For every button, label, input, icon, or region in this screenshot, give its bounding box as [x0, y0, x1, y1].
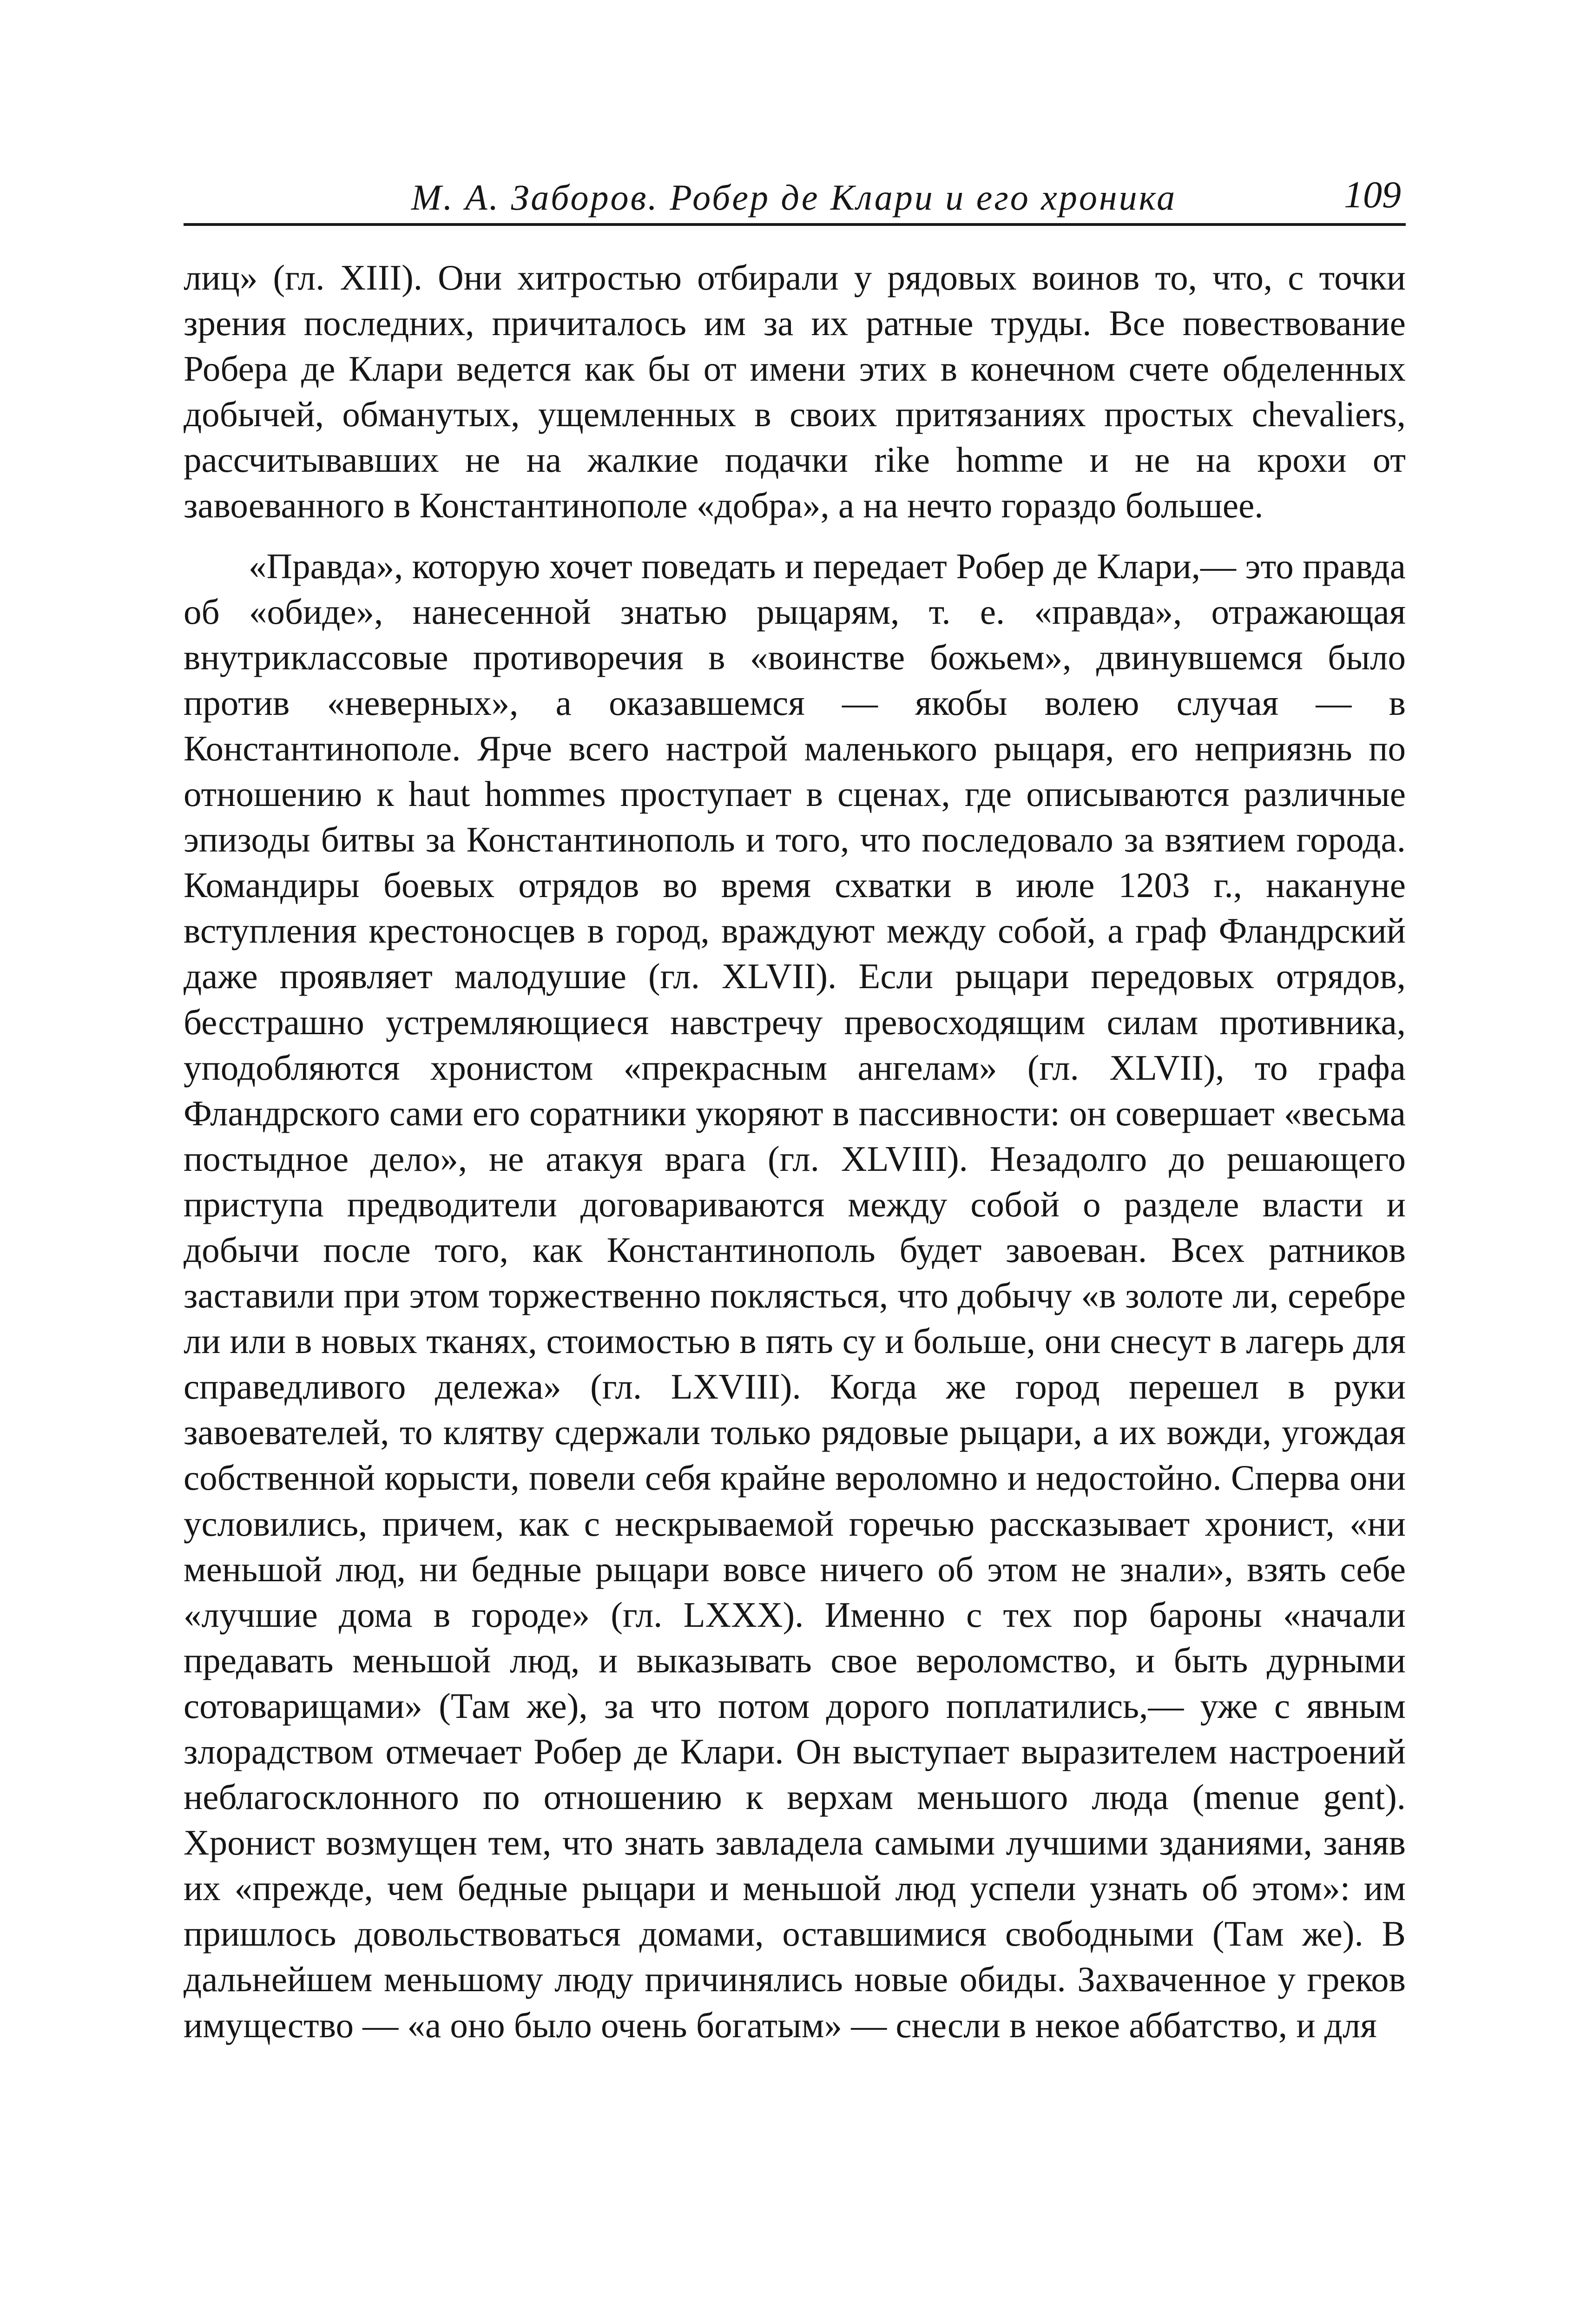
running-title: М. А. Заборов. Робер де Клари и его хроника [411, 177, 1177, 218]
running-header [184, 167, 1406, 226]
paragraph-1: лиц» (гл. XIII). Они хитростью отбирали у рядовых воинов то, что, с точки зрения последних, причиталось им за их ратные труды. Все повествование Робера де Клари ведется как бы от имени этих в конечном счете обделенных добычей, обманутых, ущемленных в своих притязаниях простых chevaliers, рассчитывавших не на жалкие подачки rike homme и не на крохи от завоеванного в Константинополе «добра», а на нечто гораздо большее. [184, 257, 1406, 526]
book-page [184, 167, 1406, 2048]
body-text [184, 255, 1406, 2048]
page-number: 109 [1344, 173, 1401, 216]
paragraph-2: «Правда», которую хочет поведать и передает Робер де Клари,— это правда об «обиде», нанесенной знатью рыцарям, т. е. «правда», отражающая внутриклассовые противоречия в «воинстве божьем», двинувшемся было против «неверных», а оказавшемся — якобы волею случая — в Константинополе. Ярче всего настрой маленького рыцаря, его неприязнь по отношению к haut hommes проступает в сценах, где описываются различные эпизоды битвы за Константинополь и того, что последовало за взятием города. Командиры боевых отрядов во время схватки в июле 1203 г., накануне вступления крестоносцев в город, враждуют между собой, а граф Фландрский даже проявляет малодушие (гл. XLVII). Если рыцари передовых отрядов, бесстрашно устремляющиеся навстречу превосходящим силам противника, уподобляются хронистом «прекрасным ангелам» (гл. XLVII), то графа Фландрского сами его соратники укоряют в пассивности: он совершает «весьма постыдное дело», не атакуя врага (гл. XLVIII). Незадолго до решающего приступа предводители договариваются между собой о разделе власти и добычи после того, как Константинополь будет завоеван. Всех ратников заставили при этом торжественно поклясться, что добычу «в золоте ли, серебре ли или в новых тканях, стоимостью в пять су и больше, они снесут в лагерь для справедливого дележа» (гл. LXVIII). Когда же город перешел в руки завоевателей, то клятву сдержали только рядовые рыцари, а их вожди, угождая собственной корысти, повели себя крайне вероломно и недостойно. Сперва они условились, причем, как с нескрываемой горечью рассказывает хронист, «ни меньшой люд, ни бедные рыцари вовсе ничего об этом не знали», взять себе «лучшие дома в городе» (гл. LXXX). Именно с тех пор бароны «начали предавать меньшой люд, и выказывать свое вероломство, и быть дурными сотоварищами» (Там же), за что потом дорого поплатились,— уже с явным злорадством отмечает Робер де Клари. Он выступает выразителем настроений неблагосклонного по отношению к верхам меньшого люда (menue gent). Хронист возмущен тем, что знать завладела самыми лучшими зданиями, заняв их «прежде, чем бедные рыцари и меньшой люд успели узнать об этом»: им пришлось довольствоваться домами, оставшимися свободными (Там же). В дальнейшем меньшому люду причинялись новые обиды. Захваченное у греков имущество — «а оно было очень богатым» — снесли в некое аббатство, и для [184, 546, 1406, 2045]
